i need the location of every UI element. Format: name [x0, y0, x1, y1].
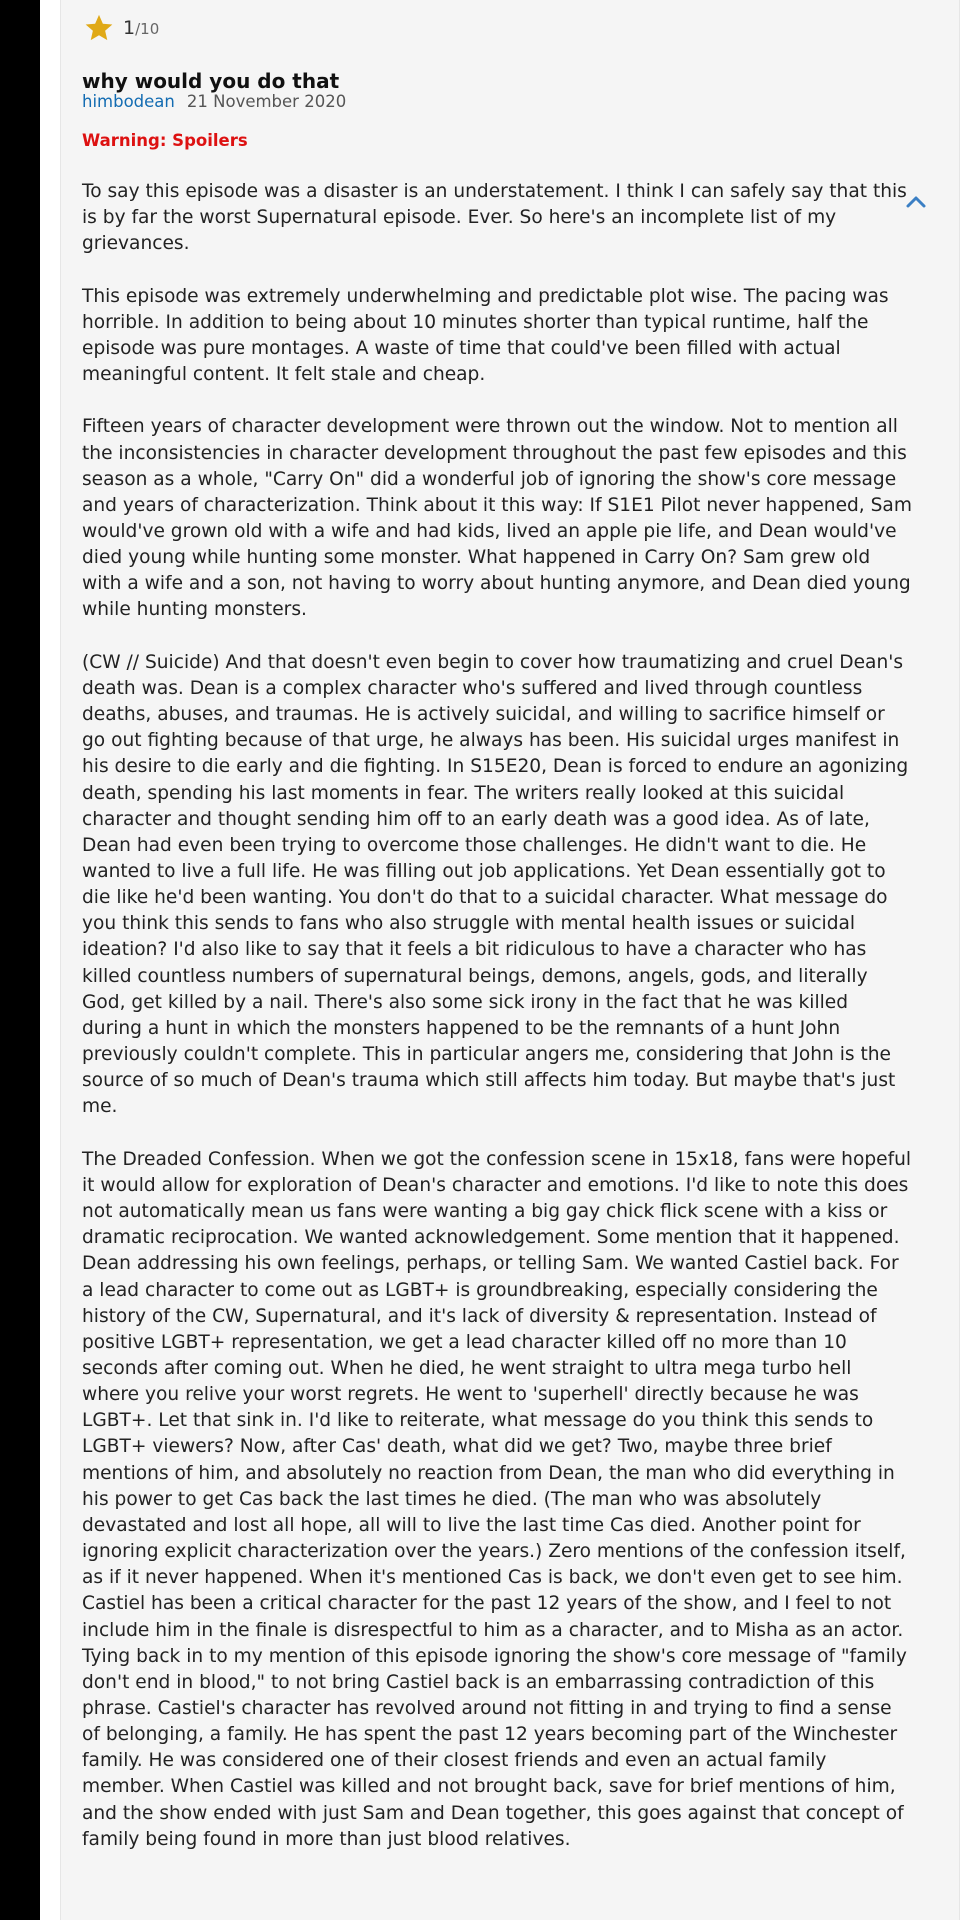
rating-value — [123, 17, 159, 39]
review-card — [60, 0, 960, 1920]
review-paragraph-5: The Dreaded Confession. When we got the confession scene in 15x18, fans were hopeful it would allow for exploration of Dean's character and emotions. I'd like to note this does not automatically mean us fans were wanting a big gay chick flick scene with a kiss or dramatic reciprocation. We wanted acknowledgement. Some mention that it happened. Dean addressing his own feelings, perhaps, or telling Sam. We wanted Castiel back. For a lead character to come out as LGBT+ is groundbreaking, especially considering the history of the CW, Supernatural, and it's lack of diversity & representation. Instead of positive LGBT+ representation, we get a lead character killed off no more than 10 seconds after coming out. When he died, he went straight to ultra mega turbo hell where you relive your worst regrets. He went to 'superhell' directly because he was LGBT+. Let that sink in. I'd like to reiterate, what message do you think this sends to LGBT+ viewers? Now, after Cas' death, what did we get? Two, maybe three brief mentions of him, and absolutely no reaction from Dean, the man who did everything in his power to get Cas back the last times he died. (The man who was absolutely devastated and lost all hope, all will to live the last time Cas died. Another point for ignoring explicit characterization over the years.) Zero mentions of the confession itself, as if it never happened. When it's mentioned Cas is back, we don't even get to see him. Castiel has been a critical character for the past 12 years of the show, and I feel to not include him in the finale is disrespectful to him as a character, and to Misha as an actor. Tying back in to my mention of this episode ignoring the show's core message of "family don't end in blood," to not bring Castiel back is an embarrassing contradiction of this phrase. Castiel's character has revolved around not fitting in and trying to find a sense of belonging, a family. He has spent the past 12 years becoming part of the Winchester family. He was considered one of their closest friends and even an actual family member. When Castiel was killed and not brought back, save for brief mentions of him, and the show ended with just Sam and Dean together, this goes against that concept of family being found in more than just blood relatives. — [82, 1148, 912, 1850]
review-paragraph-2: This episode was extremely underwhelming and predictable plot wise. The pacing was horrible. In addition to being about 10 minutes shorter than typical runtime, half the episode was pure montages. A waste of time that could've been filled with actual meaningful content. It felt stale and cheap. — [82, 285, 889, 386]
rating — [83, 12, 159, 44]
review-paragraph-4: (CW // Suicide) And that doesn't even begin to cover how traumatizing and cruel Dean's death was. Dean is a complex character who's suffered and lived through countless deaths, abuses, and traumas. He is actively suicidal, and willing to sacrifice himself or go out fighting because of that urge, he always has been. His suicidal urges manifest in his desire to die early and die fighting. In S15E20, Dean is forced to endure an agonizing death, spending his last moments in fear. The writers really looked at this suicidal character and thought sending him off to an early death was a good idea. As of late, Dean had even been trying to overcome those challenges. He didn't want to die. He wanted to live a full life. He was filling out job applications. Yet Dean essentially got to die like he'd been wanting. You don't do that to a suicidal character. What message do you think this sends to fans who also struggle with mental health issues or suicidal ideation? I'd also like to say that it feels a bit ridiculous to have a character who has killed countless numbers of supernatural beings, demons, angels, gods, and literally God, get killed by a nail. There's also some sick irony in the fact that he was killed during a hunt in which the monsters happened to be the remnants of a hunt John previously couldn't complete. This in particular angers me, considering that John is the source of so much of Dean's trauma which still affects him today. But maybe that's just me. — [82, 651, 909, 1118]
review-body — [82, 179, 912, 1879]
review-date: 21 November 2020 — [186, 92, 347, 111]
author-link[interactable]: himbodean — [82, 92, 175, 111]
rating-scale: /10 — [135, 20, 160, 38]
rating-score: 1 — [123, 17, 136, 39]
review-paragraph-1: To say this episode was a disaster is an understatement. I think I can safely say that this is by far the worst Supernatural episode. Ever. So here's an incomplete list of my grievances. — [82, 181, 907, 255]
left-edge-strip — [0, 0, 40, 1920]
star-icon — [83, 12, 115, 44]
review-title: why would you do that — [82, 69, 340, 93]
review-meta — [82, 92, 346, 111]
review-paragraph-3: Fifteen years of character development were thrown out the window. Not to mention all the inconsistencies in character development throughout the past few episodes and this season as a whole, "Carry On" did a wonderful job of ignoring the show's core message and years of characterization. Think about it this way: If S1E1 Pilot never happened, Sam would've grown old with a wife and had kids, lived an apple pie life, and Dean would've died young while hunting some monster. What happened in Carry On? Sam grew old with a wife and a son, not having to worry about hunting anymore, and Dean died young while hunting monsters. — [82, 416, 912, 621]
spoiler-warning: Warning: Spoilers — [82, 131, 248, 150]
